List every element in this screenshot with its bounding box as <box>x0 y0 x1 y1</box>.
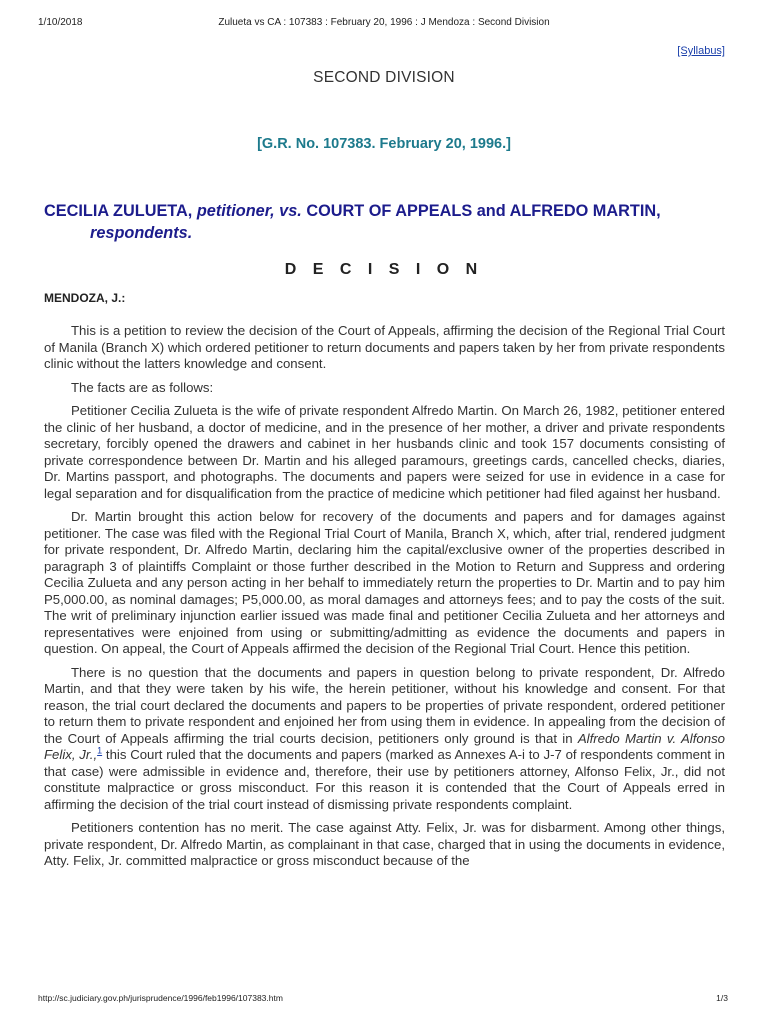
decision-heading: D E C I S I O N <box>284 261 484 278</box>
decision-body <box>44 323 725 877</box>
paragraph-6: Petitioners contention has no merit. The case against Atty. Felix, Jr. was for disbarment. Among other things, private respondent, Dr. Alfredo Martin, as complainant in that case, charged that in using the documents in evidence, Atty. Felix, Jr. committed malpractice or gross misconduct because of the <box>44 820 725 868</box>
respondents-role: respondents. <box>90 224 193 242</box>
print-header <box>38 17 730 31</box>
petitioner-role: petitioner, vs. <box>196 202 302 220</box>
print-title: Zulueta vs CA : 107383 : February 20, 1996 : J Mendoza : Second Division <box>218 17 550 28</box>
paragraph-2: The facts are as follows: <box>71 379 214 395</box>
footer-url: http://sc.judiciary.gov.ph/jurisprudence/1996/feb1996/107383.htm <box>38 993 283 1003</box>
paragraph-5-part-b: this Court ruled that the documents and papers (marked as Annexes A-i to J-7 of respondents comment in that case) were admissible in evidence and, therefore, their use by petitioners attorney, Alfonso Felix, Jr., did not constitute malpractice or gross misconduct. For this reason it is contended that the Court of Appeals erred in affirming the decision of the trial court instead of dismissing private respondents complaint. <box>44 747 725 812</box>
ponente: MENDOZA, J.: <box>44 291 126 305</box>
cited-case: Alfredo Martin v. Alfonso Felix, Jr., <box>44 730 725 762</box>
case-parties <box>44 200 725 244</box>
paragraph-3: Petitioner Cecilia Zulueta is the wife of private respondent Alfredo Martin. On March 26, 1982, petitioner entered the clinic of her husband, a doctor of medicine, and in the presence of her mother, a driver and private respondents secretary, forcibly opened the drawers and cabinet in her husbands clinic and took 157 documents consisting of private correspondence between Dr. Martin and his alleged paramours, greetings cards, cancelled checks, diaries, Dr. Martins passport, and photographs. The documents and papers were seized for use in evidence in a case for legal separation and for disqualification from the practice of medicine which petitioner had filed against her husband. <box>44 403 725 501</box>
paragraph-1: This is a petition to review the decision of the Court of Appeals, affirming the decision of the Regional Trial Court of Manila (Branch X) which ordered petitioner to return documents and papers taken by her from private respondents clinic without the latters knowledge and consent. <box>44 323 725 371</box>
footnote-link[interactable]: 1 <box>97 745 103 756</box>
case-number: [G.R. No. 107383. February 20, 1996.] <box>257 136 511 152</box>
syllabus-link[interactable]: [Syllabus] <box>677 45 725 57</box>
respondents-names: COURT OF APPEALS and ALFREDO MARTIN, <box>306 202 661 220</box>
print-footer <box>38 993 728 1007</box>
division-heading: SECOND DIVISION <box>313 69 455 86</box>
paragraph-5-part-a: There is no question that the documents and papers in question belong to private respondent, Dr. Alfredo Martin, and that they were taken by his wife, the herein petitioner, without his knowledge and consent. For that reason, the trial court declared the documents and papers to be properties of private respondent, ordered petitioner to return them to private respondent and enjoined her from using them in evidence. In appealing from the decision of the Court of Appeals affirming the trial courts decision, petitioners only ground is that in <box>44 664 725 746</box>
paragraph-4: Dr. Martin brought this action below for recovery of the documents and papers and for damages against petitioner. The case was filed with the Regional Trial Court of Manila, Branch X, which, after trial, rendered judgment for private respondent, Dr. Alfredo Martin, declaring him the capital/exclusive owner of the properties described in paragraph 3 of plaintiffs Complaint or those further described in the Motion to Return and Suppress and ordering Cecilia Zulueta and any person acting in her behalf to immediately return the properties to Dr. Martin and to pay him P5,000.00, as nominal damages; P5,000.00, as moral damages and attorneys fees; and to pay the costs of the suit. The writ of preliminary injunction earlier issued was made final and petitioner Cecilia Zulueta and her attorneys and representatives were enjoined from using or submitting/admitting as evidence the documents and papers in question. On appeal, the Court of Appeals affirmed the decision of the Regional Trial Court. Hence this petition. <box>44 509 725 656</box>
petitioner-name: CECILIA ZULUETA, <box>44 202 193 220</box>
footer-page-number: 1/3 <box>716 993 728 1003</box>
paragraph-5 <box>44 665 725 814</box>
print-date: 1/10/2018 <box>38 17 83 28</box>
